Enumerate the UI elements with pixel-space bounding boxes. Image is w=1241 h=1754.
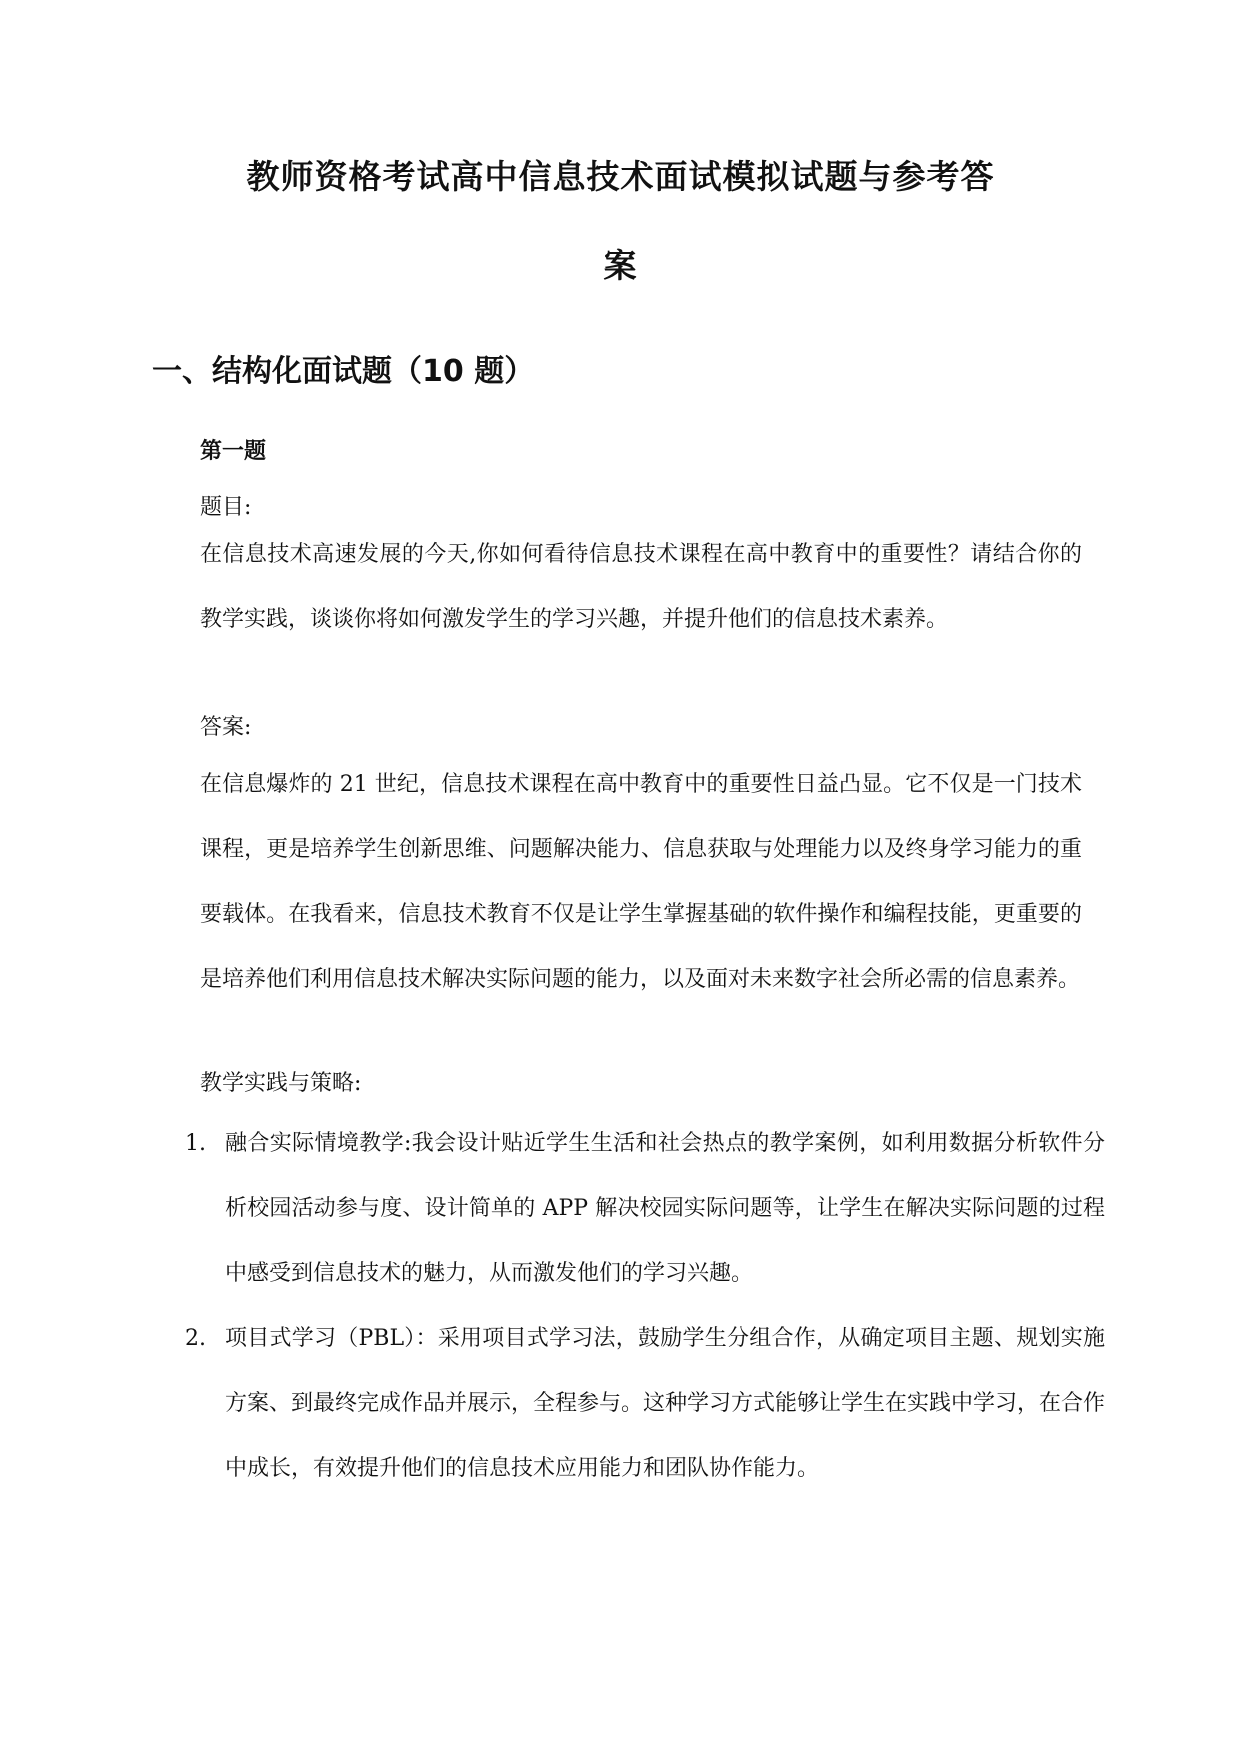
strategy-number: 1.: [185, 1131, 206, 1156]
document-title-line1: 教师资格考试高中信息技术面试模拟试题与参考答: [246, 157, 995, 196]
section-heading: 一、结构化面试题（10 题）: [152, 354, 535, 389]
question-heading: 第一题: [200, 439, 267, 464]
answer-label: 答案:: [200, 715, 252, 740]
strategy-number: 2.: [185, 1326, 206, 1351]
strategy-list: [185, 1111, 1105, 1501]
strategy-text: 项目式学习（PBL）：采用项目式学习法，鼓励学生分组合作，从确定项目主题、规划实施方案、到最终完成作品并展示，全程参与。这种学习方式能够让学生在实践中学习，在合作中成长，有效提升他们的信息技术应用能力和团队协作能力。: [225, 1326, 1106, 1481]
document-title-line2: 案: [603, 246, 638, 285]
strategy-text: 融合实际情境教学:我会设计贴近学生生活和社会热点的教学案例，如利用数据分析软件分析校园活动参与度、设计简单的 APP 解决校园实际问题等，让学生在解决实际问题的过程中感受到信息技术的魅力，从而激发他们的学习兴趣。: [225, 1131, 1105, 1286]
strategy-label: 教学实践与策略:: [200, 1071, 362, 1096]
question-prompt-text: 在信息技术高速发展的今天,你如何看待信息技术课程在高中教育中的重要性？请结合你的教学实践，谈谈你将如何激发学生的学习兴趣，并提升他们的信息技术素养。: [200, 542, 1082, 632]
question-prompt-label: 题目:: [200, 495, 252, 520]
answer-text: 在信息爆炸的 21 世纪，信息技术课程在高中教育中的重要性日益凸显。它不仅是一门技术课程，更是培养学生创新思维、问题解决能力、信息获取与处理能力以及终身学习能力的重要载体。在我看来，信息技术教育不仅是让学生掌握基础的软件操作和编程技能，更重要的是培养他们利用信息技术解决实际问题的能力，以及面对未来数字社会所必需的信息素养。: [200, 772, 1082, 992]
strategy-item: [185, 1111, 1105, 1306]
strategy-item: [185, 1306, 1105, 1501]
